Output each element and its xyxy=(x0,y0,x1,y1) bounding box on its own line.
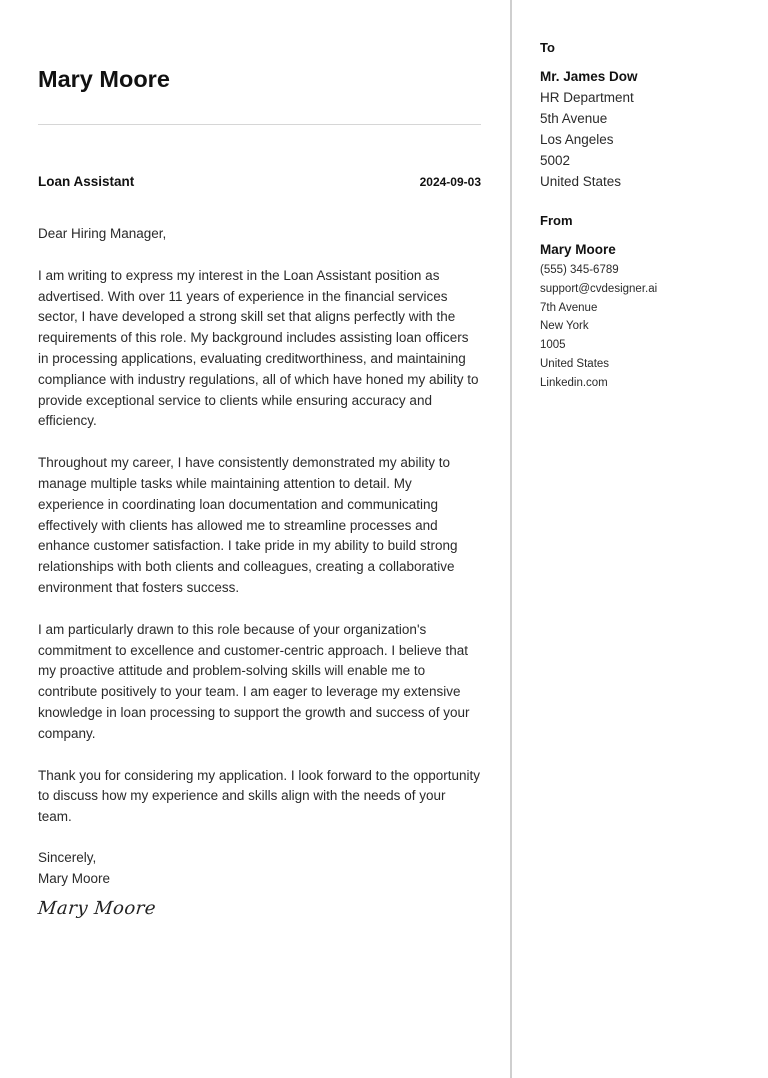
sender-website[interactable]: Linkedin.com xyxy=(540,376,608,389)
recipient-department: HR Department xyxy=(540,90,634,105)
applicant-name: Mary Moore xyxy=(38,66,170,92)
closing-block xyxy=(38,847,110,889)
sender-email[interactable]: support@cvdesigner.ai xyxy=(540,282,658,295)
letter-body xyxy=(38,224,481,849)
header-divider xyxy=(38,124,481,125)
from-label: From xyxy=(540,213,573,228)
handwritten-signature: Mary Moore xyxy=(36,898,158,919)
salutation: Dear Hiring Manager, xyxy=(38,226,167,241)
sender-postal-code: 1005 xyxy=(540,339,566,352)
body-paragraph-4: Thank you for considering my application. I look forward to the opportunity to discuss how my experience and skills align with the needs of your team. xyxy=(38,767,480,825)
sender-name: Mary Moore xyxy=(540,242,616,257)
body-paragraph-3: I am particularly drawn to this role because of your organization's commitment to excellence and customer-centric approach. I believe that my proactive attitude and problem-solving skills will enable me to contribute positively to your team. I am eager to leverage my extensive knowledge in loan processing to support the growth and success of your company. xyxy=(38,621,470,741)
job-title: Loan Assistant xyxy=(38,174,135,189)
to-label: To xyxy=(540,40,555,55)
body-paragraph-2: Throughout my career, I have consistently demonstrated my ability to manage multiple tasks while maintaining attention to detail. My experience in coordinating loan documentation and communicating effectively with clients has allowed me to streamline processes and enhance customer satisfaction. I take pride in my ability to build strong relationships with both clients and colleagues, creating a collaborative environment that fosters success. xyxy=(38,455,458,595)
letter-date: 2024-09-03 xyxy=(419,175,481,189)
recipient-name: Mr. James Dow xyxy=(540,69,638,84)
recipient-postal-code: 5002 xyxy=(540,153,571,168)
body-paragraph-1: I am writing to express my interest in the Loan Assistant position as advertised. With over 11 years of experience in the financial services sector, I have developed a strong skill set that aligns perfectly with the requirements of this role. My background includes assisting loan officers in processing applications, evaluating creditworthiness, and maintaining compliance with industry regulations, all of which have honed my ability to provide exceptional service to clients while ensuring accuracy and efficiency. xyxy=(38,267,479,429)
recipient-country: United States xyxy=(540,174,622,189)
closing-phrase: Sincerely, xyxy=(38,850,97,865)
recipient-address xyxy=(540,66,638,192)
role-row xyxy=(38,174,481,189)
sender-country: United States xyxy=(540,357,610,370)
sender-street: 7th Avenue xyxy=(540,301,598,314)
recipient-street: 5th Avenue xyxy=(540,111,608,126)
sender-city: New York xyxy=(540,320,589,333)
closing-name: Mary Moore xyxy=(38,871,111,886)
recipient-city: Los Angeles xyxy=(540,132,614,147)
column-divider xyxy=(510,0,512,1078)
sender-address xyxy=(540,240,657,393)
sender-phone: (555) 345-6789 xyxy=(540,264,619,276)
